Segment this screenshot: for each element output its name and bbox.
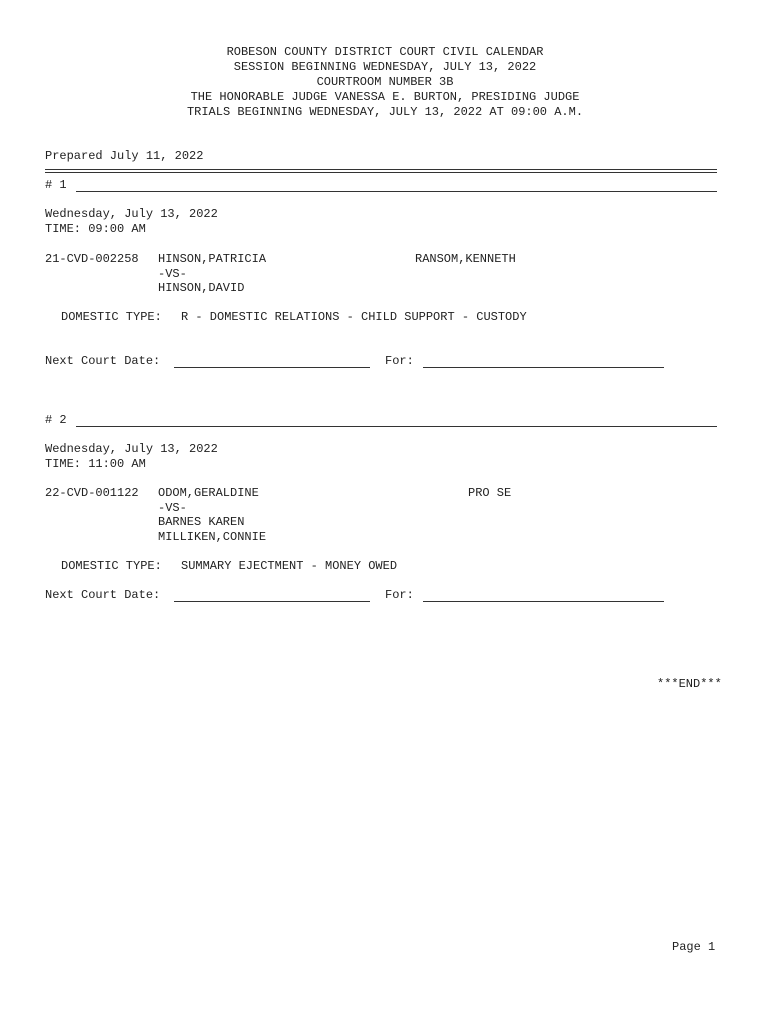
case-2-next-court-blank [174,588,370,602]
case-2-for-label: For: [385,588,414,602]
calendar-header [0,45,770,120]
case-1-time: TIME: 09:00 AM [45,222,146,236]
case-1-type-label: DOMESTIC TYPE: [61,310,162,324]
header-session: SESSION BEGINNING WEDNESDAY, JULY 13, 2022 [233,60,537,74]
case-2-for-blank [423,588,664,602]
case-2-plaintiff: ODOM,GERALDINE [158,486,259,500]
case-1-versus: -VS- [158,267,187,281]
case-1-defendant: HINSON,DAVID [158,281,245,295]
case-2-number: # 2 [45,413,67,427]
header-judge: THE HONORABLE JUDGE VANESSA E. BURTON, PRESIDING JUDGE [190,90,580,104]
case-1-next-court-label: Next Court Date: [45,354,161,368]
header-trials-start: TRIALS BEGINNING WEDNESDAY, JULY 13, 2022 AT 09:00 A.M. [186,105,584,119]
case-1-file-number: 21-CVD-002258 [45,252,139,266]
case-2-time: TIME: 11:00 AM [45,457,146,471]
case-1-rule [76,178,717,192]
case-1-next-court-blank [174,354,370,368]
case-1-date: Wednesday, July 13, 2022 [45,207,218,221]
case-2-versus: -VS- [158,501,187,515]
case-2-file-number: 22-CVD-001122 [45,486,139,500]
header-courtroom: COURTROOM NUMBER 3B [316,75,454,89]
case-2-defendant-1: BARNES KAREN [158,515,245,529]
prepared-date: Prepared July 11, 2022 [45,149,204,163]
case-1-for-blank [423,354,664,368]
case-1-attorney: RANSOM,KENNETH [415,252,516,266]
double-separator [45,169,717,173]
case-2-defendant-2: MILLIKEN,CONNIE [158,530,267,544]
case-2-type-value: SUMMARY EJECTMENT - MONEY OWED [181,559,398,573]
case-1-type-value: R - DOMESTIC RELATIONS - CHILD SUPPORT - CUSTODY [181,310,527,324]
case-1-number: # 1 [45,178,67,192]
case-2-date: Wednesday, July 13, 2022 [45,442,218,456]
case-2-type-label: DOMESTIC TYPE: [61,559,162,573]
case-2-attorney: PRO SE [468,486,512,500]
page-number: Page 1 [672,940,716,954]
end-marker: ***END*** [657,677,722,691]
header-court-title: ROBESON COUNTY DISTRICT COURT CIVIL CALENDAR [226,45,544,59]
case-1-plaintiff: HINSON,PATRICIA [158,252,267,266]
case-2-next-court-label: Next Court Date: [45,588,161,602]
case-1-for-label: For: [385,354,414,368]
case-2-rule [76,413,717,427]
